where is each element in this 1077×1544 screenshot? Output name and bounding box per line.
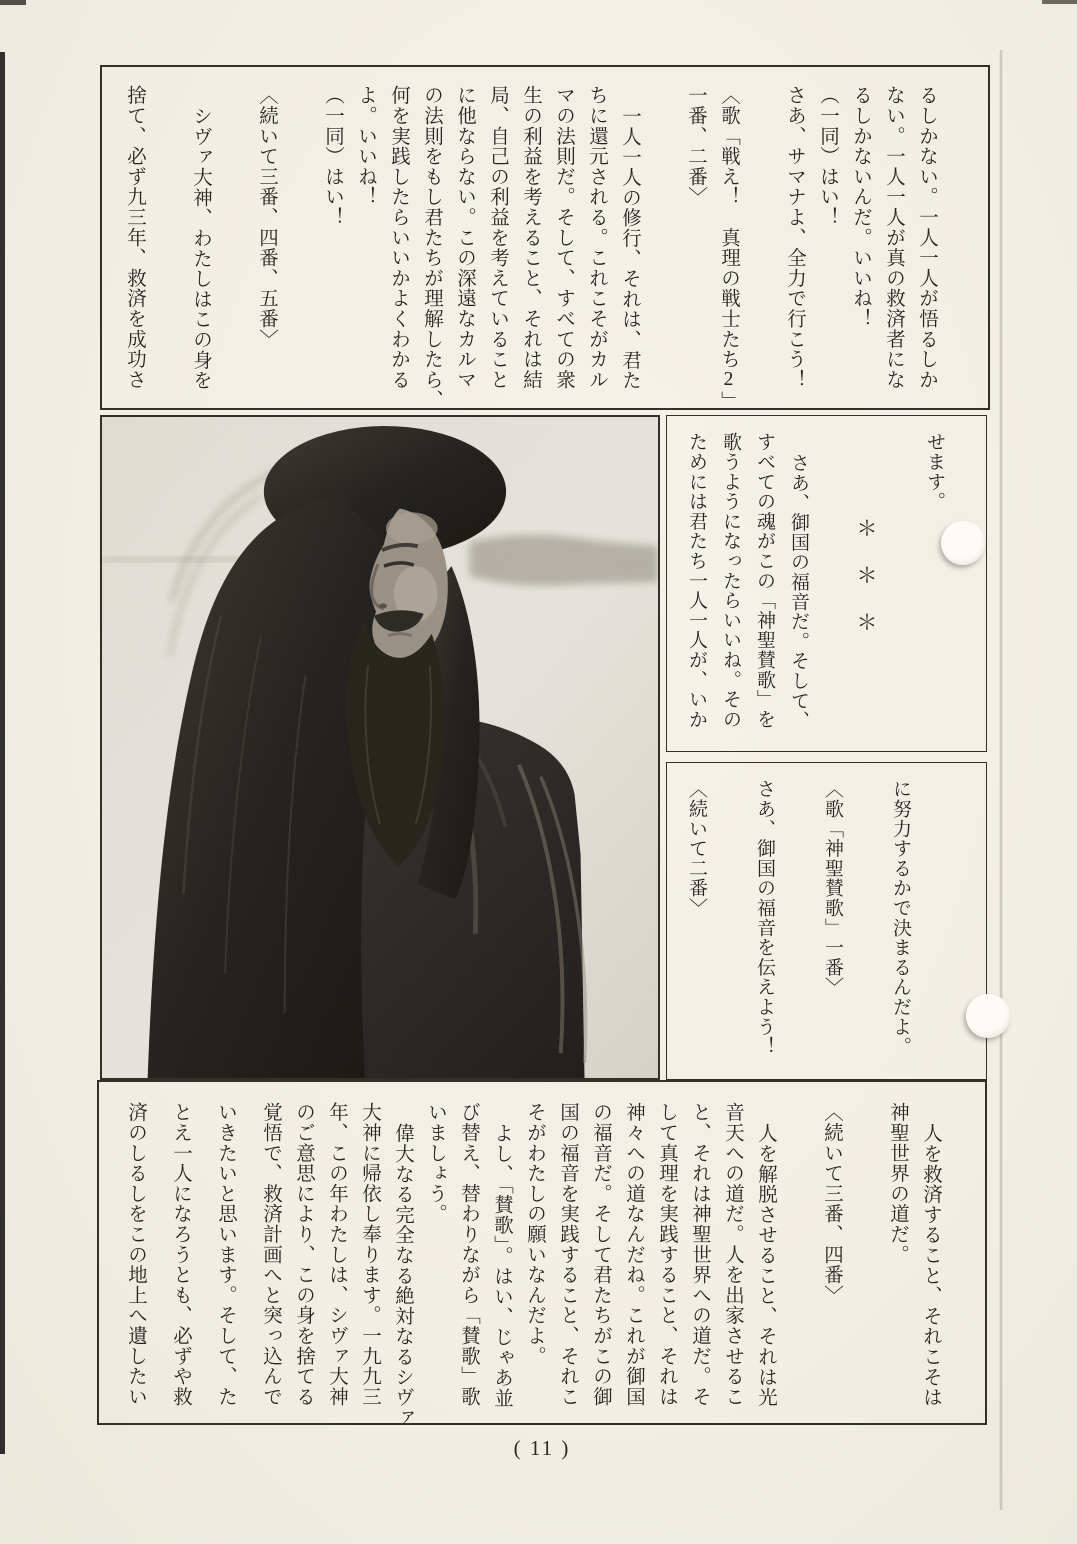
text-column: シヴァ大神、わたしはこの身を — [190, 106, 211, 391]
text-column: 〈続いて三番、四番〉 — [821, 1102, 842, 1305]
text-column: よ。いいね！ — [355, 85, 376, 207]
middle-upper-text-columns — [667, 416, 973, 751]
blank-column — [745, 85, 778, 396]
page-number: ( 11 ) — [513, 1436, 571, 1460]
text-column: 国の福音を実践すること、それこ — [557, 1102, 578, 1407]
text-column: に他ならない。この深遠なカルマ — [454, 85, 475, 390]
top-text-columns — [102, 67, 973, 412]
text-column: 〈続いて三番、四番、五番〉 — [256, 85, 277, 349]
text-column: して真理を実践すること、それは — [656, 1102, 677, 1407]
text-column: るしかない。一人一人が悟るしか — [916, 85, 937, 390]
bottom-text-columns — [99, 1082, 989, 1428]
text-column: 〈歌「戦え！ 真理の戦士たち2」 — [718, 85, 739, 412]
text-column: ない。一人一人が真の救済者にな — [883, 85, 904, 390]
text-column: のご意思により、この身を捨てる — [293, 1102, 314, 1407]
section-divider-stars: ＊＊＊ — [854, 517, 878, 658]
blank-column — [217, 85, 250, 396]
punch-hole — [941, 521, 985, 565]
blank-column — [713, 779, 747, 1065]
scan-edge — [0, 52, 5, 1454]
text-column: 歌うようになったらいいね。その — [720, 432, 741, 729]
portrait-photo — [102, 417, 658, 1078]
scan-artifact — [0, 0, 26, 5]
text-column: の法則をもし君たちが理解したら、 — [421, 85, 442, 410]
text-column: （一同）はい！ — [322, 85, 343, 228]
text-column: さあ、御国の福音だ。そして、 — [788, 453, 809, 731]
text-column: 〈続いて二番〉 — [686, 779, 707, 918]
text-column: と、それは神聖世界への道だ。そ — [689, 1102, 710, 1407]
text-column: 生の利益を考えること、それは結 — [520, 85, 541, 390]
punch-hole — [966, 994, 1010, 1038]
text-column: （一同）はい！ — [817, 85, 838, 228]
text-column: ためには君たち一人一人が、いか — [686, 432, 707, 729]
blank-column — [646, 85, 679, 396]
text-column: るしかないんだ。いいね！ — [850, 85, 871, 329]
text-column: 人を救済すること、それこそは — [920, 1123, 941, 1408]
text-column: 人を解脱させること、それは光 — [755, 1123, 776, 1408]
text-column: び替え、替わりながら「賛歌」歌 — [458, 1102, 479, 1407]
text-column: 神々への道なんだね。これが御国 — [623, 1102, 644, 1407]
text-column: 音天への道だ。人を出家させるこ — [722, 1102, 743, 1407]
text-column: 覚悟で、救済計画へと突っ込んで — [260, 1102, 281, 1407]
text-column: 一人一人の修行、それは、君た — [619, 106, 640, 391]
bottom-text-panel — [97, 1080, 987, 1428]
text-column: とえ一人になろうとも、必ずや救 — [170, 1102, 191, 1407]
text-column: 神聖世界の道だ。 — [887, 1102, 908, 1265]
top-text-panel — [100, 65, 990, 410]
text-column: 一番、二番〉 — [685, 85, 706, 207]
text-column: さあ、御国の福音を伝えよう！ — [754, 779, 775, 1057]
blank-column — [151, 85, 184, 396]
text-column: いましょう。 — [425, 1102, 446, 1224]
text-column: 何を実践したらいいかよくわかる — [388, 85, 409, 390]
blank-column — [849, 779, 883, 1065]
blank-column — [782, 1102, 815, 1413]
text-column: の福音だ。そして君たちがこの御 — [590, 1102, 611, 1407]
text-column: いきたいと思います。そして、た — [215, 1102, 236, 1407]
middle-lower-text-columns — [667, 763, 945, 1079]
text-column: よし、「賛歌」。はい、じゃあ並 — [491, 1123, 512, 1408]
text-column: マの法則だ。そして、すべての衆 — [553, 85, 574, 390]
text-column: 大神に帰依し奉ります。一九九三 — [359, 1102, 380, 1407]
blank-column — [283, 85, 316, 396]
blank-column — [883, 432, 917, 737]
text-column: 偉大なる完全なる絶対なるシヴァ — [392, 1123, 413, 1428]
text-column: に努力するかで決まるんだよ。 — [890, 779, 911, 1057]
blank-column — [848, 1102, 881, 1413]
text-column: せます。 — [924, 432, 945, 512]
text-column: すべての魂がこの「神聖賛歌」を — [754, 432, 775, 729]
page-edge-crease — [999, 50, 1003, 1510]
scan-artifact — [1042, 0, 1077, 4]
text-column: 局、自己の利益を考えていること — [487, 85, 508, 390]
text-column: 年、この年わたしは、シヴァ大神 — [326, 1102, 347, 1407]
text-column: 〈歌「神聖賛歌」一番〉 — [822, 779, 843, 997]
text-column: さあ、サマナよ、全力で行こう！ — [784, 85, 805, 390]
photo-panel — [100, 415, 660, 1080]
text-column: 済のしるしをこの地上へ遺したい — [125, 1102, 146, 1407]
middle-upper-text-panel — [666, 415, 987, 752]
middle-lower-text-panel — [666, 762, 987, 1080]
blank-column — [781, 779, 815, 1065]
text-column: そがわたしの願いなんだよ。 — [524, 1102, 545, 1366]
text-column: ちに還元される。これこそがカル — [586, 85, 607, 390]
text-column: 捨て、必ず九三年、救済を成功さ — [124, 85, 145, 390]
blank-column — [815, 432, 849, 737]
